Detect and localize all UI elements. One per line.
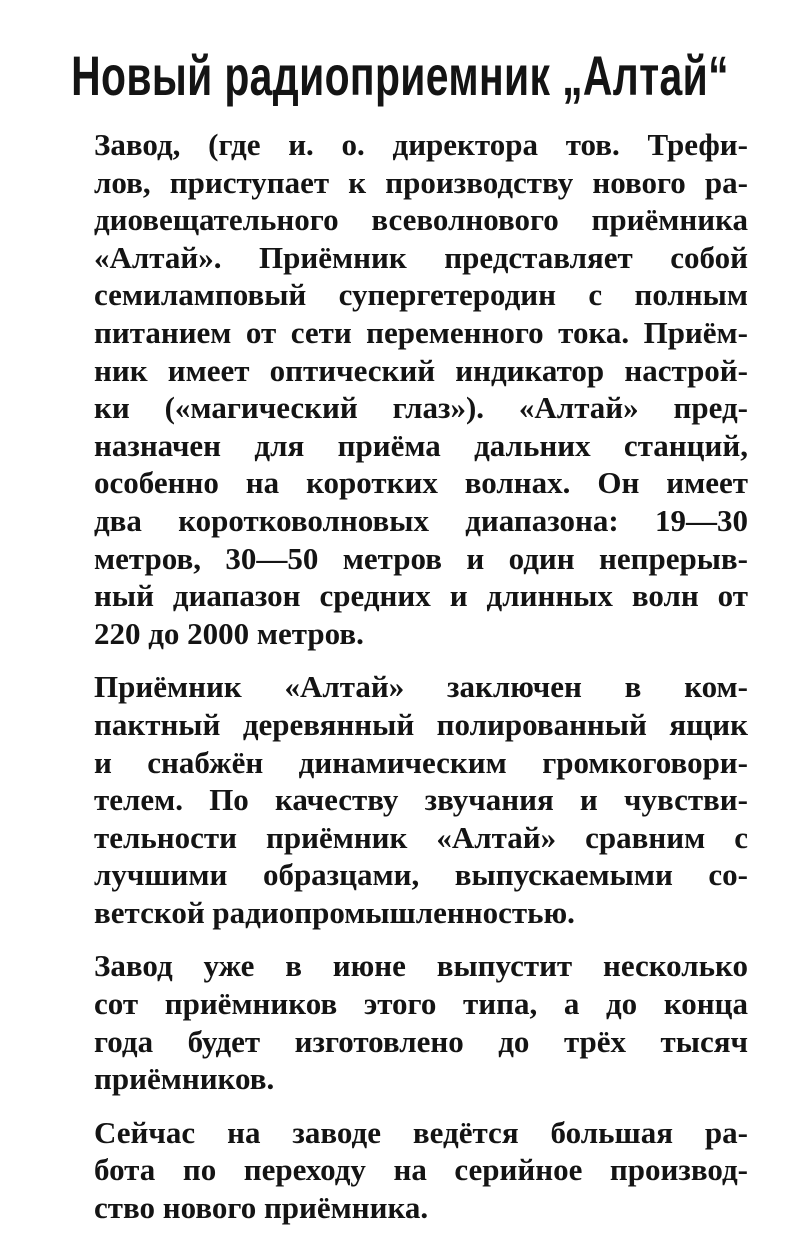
text-line: ство нового приёмника.: [94, 1190, 429, 1226]
text-line: питанием от сети переменного тока. Приём-: [94, 314, 748, 350]
text-line: тельности приёмник «Алтай» сравним с: [94, 819, 748, 855]
paragraph-2: [52, 668, 748, 931]
text-line: бота по переходу на серийное производ-: [94, 1152, 748, 1188]
text-line: Завод, (где и. о. директора тов. Трефи-: [94, 127, 748, 162]
text-line: диовещательного всеволнового приёмника: [94, 202, 748, 238]
text-line: семиламповый супергетеродин с полным: [94, 277, 748, 313]
text-line: два коротковолновых диапазона: 19—30: [94, 502, 748, 538]
text-line: Завод уже в июне выпустит несколько: [94, 948, 748, 984]
paragraph-3: [52, 947, 748, 1097]
text-line: 220 до 2000 метров.: [94, 615, 364, 651]
text-line: «Алтай». Приёмник представляет собой: [94, 239, 748, 275]
text-line: метров, 30—50 метров и один непрерыв-: [94, 540, 748, 576]
article-headline: Новый радиоприемник „Алтай“: [71, 44, 729, 107]
text-line: ки («магический глаз»). «Алтай» пред-: [94, 390, 748, 426]
text-line: лучшими образцами, выпускаемыми со-: [94, 857, 748, 893]
text-line: сот приёмников этого типа, а до конца: [94, 986, 748, 1022]
text-line: года будет изготовлено до трёх тысяч: [94, 1023, 748, 1059]
text-line: лов, приступает к производству нового ра-: [94, 164, 748, 200]
text-line: пактный деревянный полированный ящик: [94, 706, 748, 742]
text-line: ник имеет оптический индикатор настрой-: [94, 352, 748, 388]
text-line: Сейчас на заводе ведётся большая ра-: [94, 1114, 748, 1150]
news-article: [52, 40, 748, 1243]
article-body: [52, 126, 748, 1227]
text-line: ный диапазон средних и длинных волн от: [94, 578, 748, 614]
paragraph-4: [52, 1114, 748, 1227]
text-line: приёмников.: [94, 1061, 275, 1097]
text-line: особенно на коротких волнах. Он имеет: [94, 465, 748, 501]
paragraph-1: [52, 126, 748, 652]
text-line: ветской радиопромышленностью.: [94, 894, 575, 930]
text-line: назначен для приёма дальних станций,: [94, 427, 748, 463]
text-line: и снабжён динамическим громкоговори-: [94, 744, 748, 780]
text-line: Приёмник «Алтай» заключен в ком-: [94, 669, 748, 705]
text-line: телем. По качеству звучания и чувстви-: [94, 782, 748, 818]
